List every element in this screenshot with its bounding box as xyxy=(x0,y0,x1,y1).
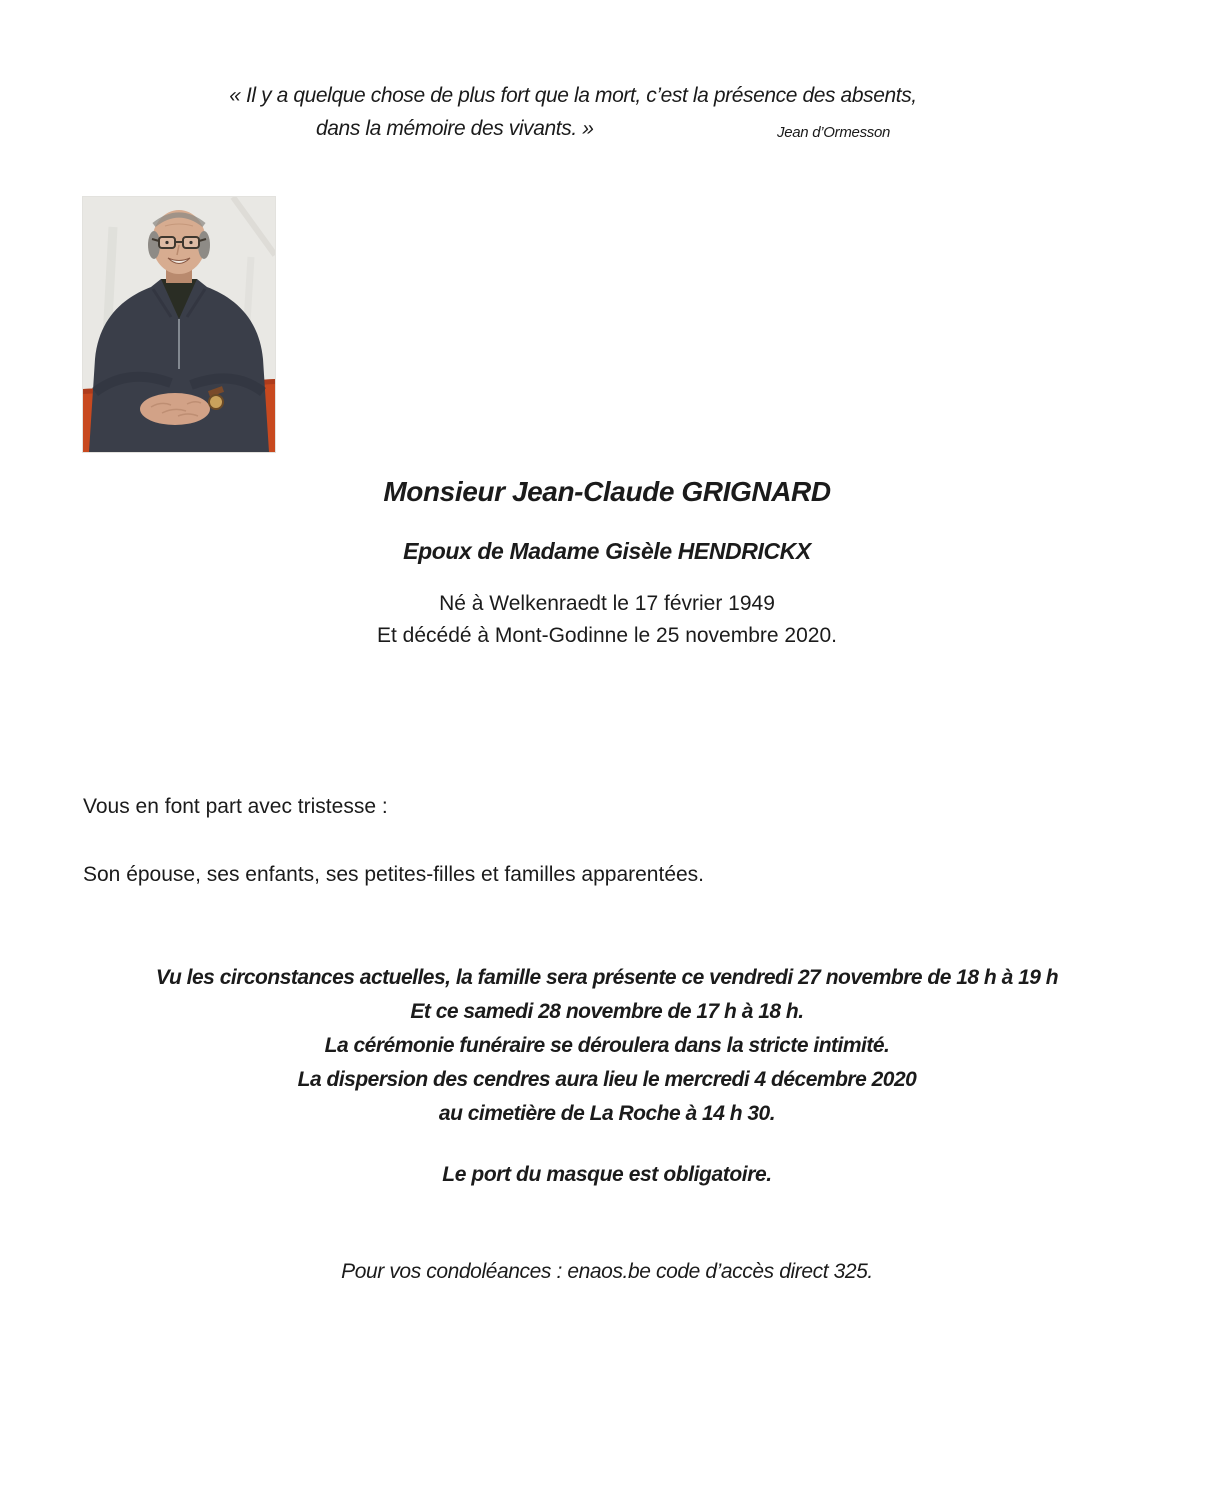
condolences-line: Pour vos condoléances : enaos.be code d’accès direct 325. xyxy=(341,1260,873,1283)
quote-line2: dans la mémoire des vivants. » xyxy=(316,117,594,140)
birth-line: Né à Welkenraedt le 17 février 1949 xyxy=(439,592,775,615)
quote-attribution: Jean d’Ormesson xyxy=(777,124,891,141)
ceremony-line: au cimetière de La Roche à 14 h 30. xyxy=(438,1102,776,1125)
ceremony-block xyxy=(0,961,1214,1131)
deceased-name: Monsieur Jean-Claude GRIGNARD xyxy=(383,476,831,507)
mask-notice: Le port du masque est obligatoire. xyxy=(442,1163,772,1186)
ceremony-line: La cérémonie funéraire se déroulera dans la stricte intimité. xyxy=(324,1034,890,1057)
ceremony-line: Vu les circonstances actuelles, la famille sera présente ce vendredi 27 novembre de 18 h à 19 h xyxy=(155,966,1059,989)
portrait-photo-illustration xyxy=(83,197,275,452)
spouse-line: Epoux de Madame Gisèle HENDRICKX xyxy=(403,538,811,564)
ceremony-line: Et ce samedi 28 novembre de 17 h à 18 h. xyxy=(410,1000,804,1023)
announcement-family: Son épouse, ses enfants, ses petites-filles et familles apparentées. xyxy=(83,863,705,886)
announcement-intro: Vous en font part avec tristesse : xyxy=(83,795,388,818)
quote-line1: « Il y a quelque chose de plus fort que la mort, c’est la présence des absents, xyxy=(229,84,917,107)
ceremony-line: La dispersion des cendres aura lieu le mercredi 4 décembre 2020 xyxy=(297,1068,917,1091)
death-line: Et décédé à Mont-Godinne le 25 novembre 2020. xyxy=(377,624,837,647)
portrait-photo xyxy=(83,197,275,452)
